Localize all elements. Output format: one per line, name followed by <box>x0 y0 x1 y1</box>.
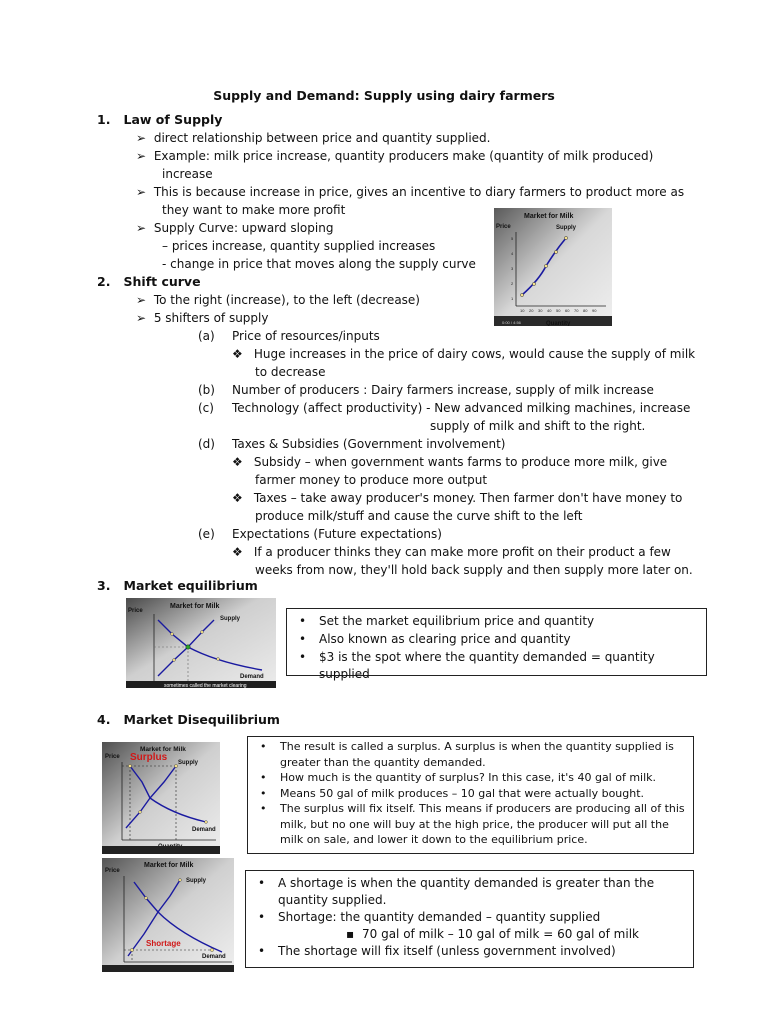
surplus-note: • Means 50 gal of milk produces – 10 gal that were actually bought. <box>248 786 687 802</box>
graph1-xtick: 50 <box>556 308 561 313</box>
shifter-b-label: (b) <box>198 383 215 397</box>
shifter-c-text-cont: supply of milk and shift to the right. <box>430 419 646 433</box>
surplus-note: • The surplus will fix itself. This means if producers are producing all of this milk, but no one will buy at the high price, the producer will put all the milk on sale, and lower it down to the equilibrium price. <box>248 801 687 848</box>
shifter-d-sub-2: ❖ Taxes – take away producer's money. Then farmer don't have money to <box>232 490 682 508</box>
graph2-title: Market for Milk <box>170 603 220 610</box>
supply-curve-graph <box>494 208 612 326</box>
graph1-ytick: 3 <box>511 266 514 271</box>
graph3-title: Market for Milk <box>140 746 186 753</box>
graph1-xtick: 60 <box>565 308 570 313</box>
diamond-bullet-icon: ❖ <box>232 347 243 361</box>
diamond-bullet-icon: ❖ <box>232 455 243 469</box>
section-3-heading: 3. Market equilibrium <box>97 578 258 593</box>
shifter-e-label: (e) <box>198 527 215 541</box>
law-supply-bullet-3: ➢ This is because increase in price, gives an incentive to diary farmers to product more as <box>136 184 684 202</box>
graph1-ytick: 1 <box>511 296 514 301</box>
arrow-bullet-icon: ➢ <box>136 149 147 163</box>
shifter-c-text: Technology (affect productivity) - New advanced milking machines, increase <box>232 401 691 415</box>
shortage-note: • A shortage is when the quantity demanded is greater than the quantity supplied. <box>246 875 685 909</box>
equilibrium-notes-box <box>286 608 707 682</box>
arrow-bullet-icon: ➢ <box>136 131 147 145</box>
graph1-ytick: 2 <box>511 281 514 286</box>
graph4-supply-label: Supply <box>186 878 207 884</box>
equilibrium-graph <box>126 598 276 688</box>
graph3-demand-label: Demand <box>192 827 216 833</box>
section-4-heading: 4. Market Disequilibrium <box>97 712 280 727</box>
law-supply-sub-2: - change in price that moves along the supply curve <box>162 257 476 271</box>
surplus-graph <box>102 742 220 854</box>
equilibrium-note: • Also known as clearing price and quantity <box>287 631 706 649</box>
shifter-e-text: Expectations (Future expectations) <box>232 527 442 541</box>
law-supply-bullet-3-cont: they want to make more profit <box>162 203 346 217</box>
shifter-b-text: Number of producers : Dairy farmers increase, supply of milk increase <box>232 383 654 397</box>
shifter-e-sub-cont: weeks from now, they'll hold back supply and then supply more later on. <box>255 563 693 577</box>
law-supply-sub-1: – prices increase, quantity supplied increases <box>162 239 436 253</box>
section-2-heading: 2. Shift curve <box>97 274 201 289</box>
graph4-title: Market for Milk <box>144 862 194 869</box>
graph4-shortage-label: Shortage <box>146 939 181 948</box>
graph1-ytick: 5 <box>511 236 514 241</box>
equilibrium-note: • $3 is the spot where the quantity demanded = quantity supplied <box>287 649 706 685</box>
graph2-supply-label: Supply <box>220 616 241 622</box>
shifter-a-sub-cont: to decrease <box>255 365 326 379</box>
shifter-d-sub-2-cont: produce milk/stuff and cause the curve shift to the left <box>255 509 583 523</box>
graph1-ylabel: Price <box>496 224 511 230</box>
graph1-xtick: 20 <box>529 308 534 313</box>
shifter-d-sub-1: ❖ Subsidy – when government wants farms to produce more milk, give <box>232 454 667 472</box>
surplus-note: • The result is called a surplus. A surplus is when the quantity supplied is greater than the quantity demanded. <box>248 739 687 770</box>
graph1-xtick: 80 <box>583 308 588 313</box>
shifter-d-label: (d) <box>198 437 215 451</box>
graph2-ylabel: Price <box>128 608 143 614</box>
page-title: Supply and Demand: Supply using dairy farmers <box>213 88 555 103</box>
shifter-d-sub-1-cont: farmer money to produce more output <box>255 473 488 487</box>
graph3-supply-label: Supply <box>178 760 199 766</box>
shifter-e-sub: ❖ If a producer thinks they can make more profit on their product a few <box>232 544 671 562</box>
diamond-bullet-icon: ❖ <box>232 545 243 559</box>
graph1-ytick: 4 <box>511 251 514 256</box>
shortage-note: • Shortage: the quantity demanded – quantity supplied <box>246 909 685 926</box>
graph1-xtick: 70 <box>574 308 579 313</box>
graph4-demand-label: Demand <box>202 954 226 960</box>
shortage-note: • The shortage will fix itself (unless government involved) <box>246 943 685 960</box>
graph1-xlabel: Quantity <box>546 321 571 326</box>
graph1-xtick: 30 <box>538 308 543 313</box>
shortage-notes-box <box>245 870 694 968</box>
graph3-ylabel: Price <box>105 754 120 760</box>
graph1-xtick: 10 <box>520 308 525 313</box>
graph4-ylabel: Price <box>105 868 120 874</box>
shift-bullet-1: ➢ To the right (increase), to the left (decrease) <box>136 292 420 310</box>
law-supply-bullet-2: ➢ Example: milk price increase, quantity producers make (quantity of milk produced) <box>136 148 676 166</box>
shifter-d-text: Taxes & Subsidies (Government involvement) <box>232 437 506 451</box>
shortage-sub-note: ▪ 70 gal of milk – 10 gal of milk = 60 gal of milk <box>246 926 685 943</box>
law-supply-bullet-4: ➢ Supply Curve: upward sloping <box>136 220 333 238</box>
shift-bullet-2: ➢ 5 shifters of supply <box>136 310 268 328</box>
shifter-c-label: (c) <box>198 401 214 415</box>
graph1-curve-label: Supply <box>556 225 577 231</box>
arrow-bullet-icon: ➢ <box>136 185 147 199</box>
shifter-a-label: (a) <box>198 329 215 343</box>
graph3-surplus-label: Surplus <box>130 752 168 763</box>
graph2-demand-label: Demand <box>240 674 264 680</box>
graph1-xtick: 90 <box>592 308 597 313</box>
law-supply-bullet-2-cont: increase <box>162 167 213 181</box>
shifter-a-sub: ❖ Huge increases in the price of dairy cows, would cause the supply of milk <box>232 346 695 364</box>
graph1-xtick: 40 <box>547 308 552 313</box>
shortage-graph <box>102 858 234 972</box>
equilibrium-note: • Set the market equilibrium price and quantity <box>287 613 706 631</box>
arrow-bullet-icon: ➢ <box>136 221 147 235</box>
law-supply-bullet-1: ➢ direct relationship between price and quantity supplied. <box>136 130 491 148</box>
graph2-caption: sometimes called the market clearing <box>164 683 247 688</box>
diamond-bullet-icon: ❖ <box>232 491 243 505</box>
arrow-bullet-icon: ➢ <box>136 293 147 307</box>
section-1-heading: 1. Law of Supply <box>97 112 223 127</box>
graph1-player-time: 0:00 / 4:56 <box>502 320 521 325</box>
shifter-a-text: Price of resources/inputs <box>232 329 380 343</box>
surplus-note: • How much is the quantity of surplus? In this case, it's 40 gal of milk. <box>248 770 687 786</box>
surplus-notes-box <box>247 736 694 854</box>
graph1-title: Market for Milk <box>524 213 574 220</box>
arrow-bullet-icon: ➢ <box>136 311 147 325</box>
